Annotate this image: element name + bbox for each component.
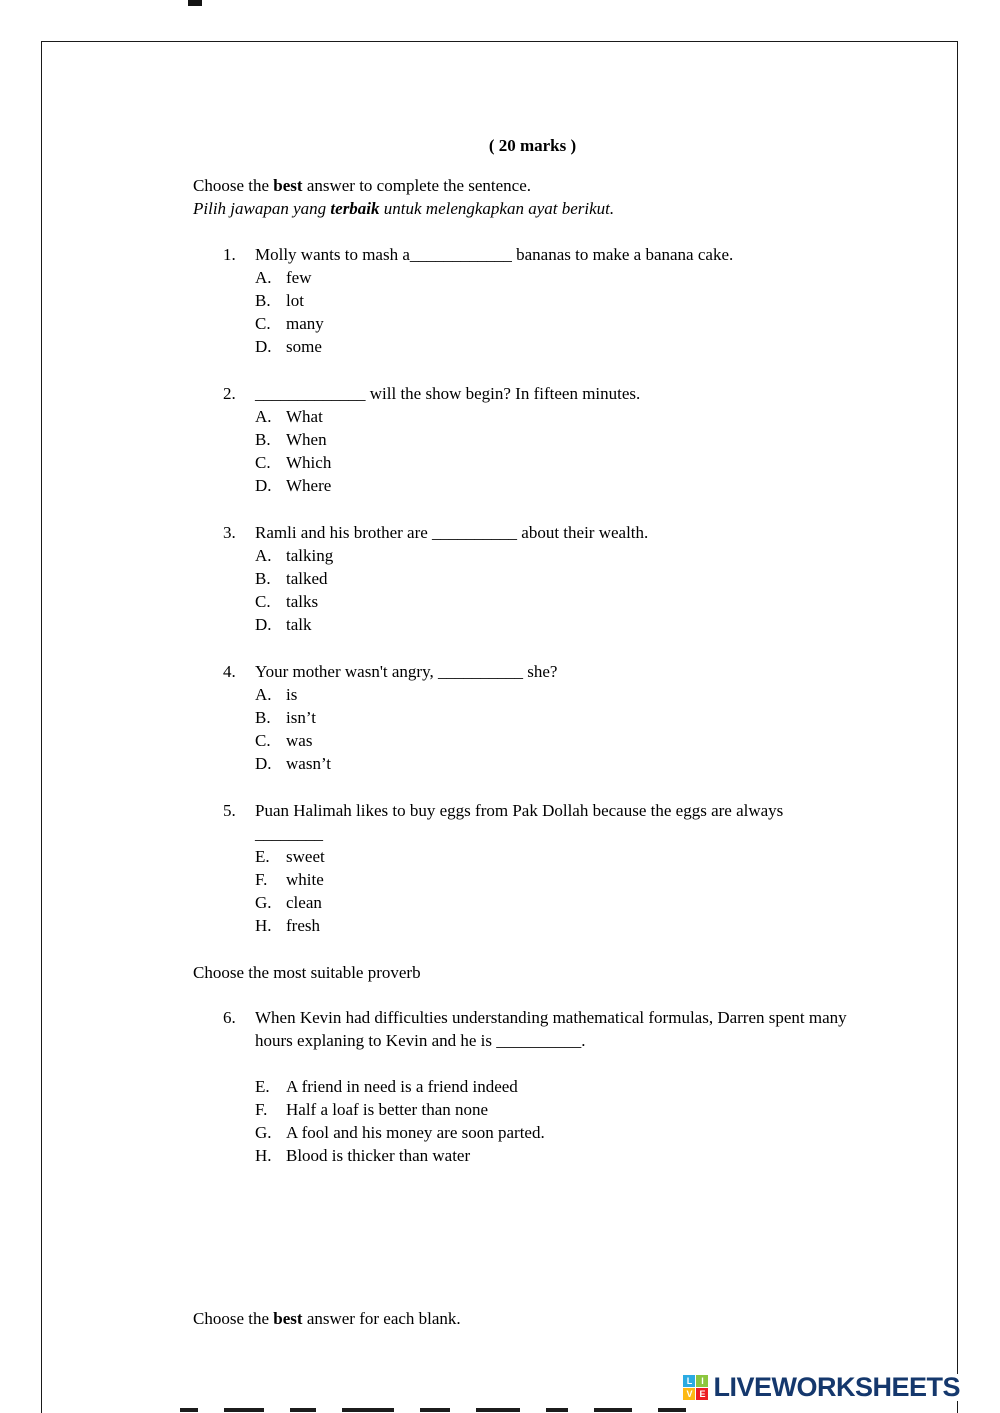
question-body [255, 243, 872, 358]
option-letter: F. [255, 1100, 268, 1119]
option-letter: H. [255, 1146, 272, 1165]
questions-section-2 [193, 1006, 872, 1167]
question-number: 5. [223, 801, 236, 820]
option-letter: H. [255, 916, 272, 935]
option-text: sweet [286, 847, 325, 866]
question-option [255, 428, 872, 451]
question-number: 3. [223, 523, 236, 542]
final-instruction-bold: best [273, 1309, 303, 1328]
question-option [255, 474, 872, 497]
question-option [255, 289, 872, 312]
question-item [193, 1006, 872, 1167]
option-letter: A. [255, 407, 272, 426]
option-text: A fool and his money are soon parted. [286, 1123, 545, 1142]
liveworksheets-logo-text: LIVEWORKSHEETS [713, 1372, 960, 1402]
option-text: few [286, 268, 312, 287]
liveworksheets-logo-grid [683, 1375, 708, 1400]
option-text: When [286, 430, 327, 449]
question-number: 6. [223, 1008, 236, 1027]
option-letter: A. [255, 268, 272, 287]
question-option [255, 845, 872, 868]
question-option [255, 1121, 872, 1144]
instruction-english-suffix: answer to complete the sentence. [302, 176, 532, 195]
question-option [255, 544, 872, 567]
option-text: Where [286, 476, 332, 495]
option-text: A friend in need is a friend indeed [286, 1077, 518, 1096]
option-letter: C. [255, 592, 271, 611]
question-option [255, 335, 872, 358]
worksheet-page [41, 41, 958, 1413]
marks-header: ( 20 marks ) [488, 136, 577, 155]
option-letter: A. [255, 546, 272, 565]
question-stem: Puan Halimah likes to buy eggs from Pak Dollah because the eggs are always [255, 801, 784, 820]
option-text: talks [286, 592, 319, 611]
worksheet-content [42, 42, 957, 1330]
instruction-english [193, 174, 872, 197]
option-text: What [286, 407, 323, 426]
final-instruction-prefix: Choose the [193, 1309, 274, 1328]
option-letter: G. [255, 1123, 272, 1142]
question-option [255, 266, 872, 289]
scan-artifact-top [188, 0, 202, 6]
option-letter: B. [255, 430, 271, 449]
option-text: Blood is thicker than water [286, 1146, 471, 1165]
instruction-malay-suffix: untuk melengkapkan ayat berikut. [379, 199, 615, 218]
logo-square-l: L [683, 1375, 695, 1387]
final-instruction-suffix: answer for each blank. [302, 1309, 461, 1328]
question-body [255, 521, 872, 636]
option-text: talking [286, 546, 334, 565]
option-letter: G. [255, 893, 272, 912]
option-text: wasn’t [286, 754, 332, 773]
logo-square-e: E [696, 1388, 708, 1400]
question-number: 1. [223, 245, 236, 264]
liveworksheets-logo[interactable] [679, 1374, 960, 1401]
question-options [255, 544, 872, 636]
question-stem: Molly wants to mash a____________ bananas to make a banana cake. [255, 245, 734, 264]
question-option [255, 1098, 872, 1121]
question-option [255, 729, 872, 752]
question-body [255, 382, 872, 497]
logo-square-i: I [696, 1375, 708, 1387]
question-item [193, 521, 872, 636]
option-text: many [286, 314, 324, 333]
question-option [255, 683, 872, 706]
instruction-malay [193, 197, 872, 220]
option-letter: B. [255, 708, 271, 727]
option-letter: A. [255, 685, 272, 704]
instruction-malay-bold: terbaik [330, 199, 380, 218]
question-options [255, 405, 872, 497]
option-text: talk [286, 615, 312, 634]
question-body [255, 660, 872, 775]
question-options [255, 683, 872, 775]
question-item [193, 243, 872, 358]
question-options [255, 1075, 872, 1167]
question-body [255, 1006, 872, 1167]
questions-section-1 [193, 243, 872, 937]
question-option [255, 868, 872, 891]
option-text: fresh [286, 916, 320, 935]
option-letter: D. [255, 337, 272, 356]
option-letter: D. [255, 615, 272, 634]
option-text: lot [286, 291, 304, 310]
question-option [255, 405, 872, 428]
option-text: talked [286, 569, 328, 588]
question-number: 4. [223, 662, 236, 681]
instruction-english-bold: best [273, 176, 303, 195]
option-text: isn’t [286, 708, 316, 727]
logo-square-v: V [683, 1388, 695, 1400]
question-item [193, 799, 872, 937]
option-letter: C. [255, 453, 271, 472]
question-option [255, 1075, 872, 1098]
option-letter: B. [255, 569, 271, 588]
question-body [255, 799, 872, 937]
question-gap [255, 1052, 872, 1075]
option-text: clean [286, 893, 322, 912]
option-letter: C. [255, 731, 271, 750]
question-stem: Your mother wasn't angry, __________ she? [255, 662, 558, 681]
question-option [255, 914, 872, 937]
question-item [193, 382, 872, 497]
question-option [255, 590, 872, 613]
question-option [255, 613, 872, 636]
question-stem: When Kevin had difficulties understanding mathematical formulas, Darren spent many hours explaning to Kevin and he is __________. [255, 1008, 847, 1050]
option-text: white [286, 870, 324, 889]
question-option [255, 752, 872, 775]
question-stem: _____________ will the show begin? In fifteen minutes. [255, 384, 641, 403]
instruction-english-prefix: Choose the [193, 176, 274, 195]
proverb-instruction: Choose the most suitable proverb [193, 963, 421, 982]
question-option [255, 451, 872, 474]
option-letter: D. [255, 754, 272, 773]
option-text: some [286, 337, 322, 356]
instruction-malay-prefix: Pilih jawapan yang [193, 199, 331, 218]
option-text: Which [286, 453, 332, 472]
question-options [255, 845, 872, 937]
question-stem: Ramli and his brother are __________ about their wealth. [255, 523, 649, 542]
option-letter: E. [255, 847, 270, 866]
question-number: 2. [223, 384, 236, 403]
option-letter: E. [255, 1077, 270, 1096]
question-option [255, 312, 872, 335]
option-text: is [286, 685, 298, 704]
option-letter: B. [255, 291, 271, 310]
scan-artifact-bottom [180, 1408, 820, 1413]
option-text: was [286, 731, 313, 750]
option-text: Half a loaf is better than none [286, 1100, 489, 1119]
question-options [255, 266, 872, 358]
option-letter: F. [255, 870, 268, 889]
final-instruction [193, 1307, 872, 1330]
question-option [255, 891, 872, 914]
question-option [255, 1144, 872, 1167]
option-letter: C. [255, 314, 271, 333]
question-option [255, 706, 872, 729]
question-item [193, 660, 872, 775]
option-letter: D. [255, 476, 272, 495]
question-blank-line: ________ [255, 824, 323, 843]
question-option [255, 567, 872, 590]
